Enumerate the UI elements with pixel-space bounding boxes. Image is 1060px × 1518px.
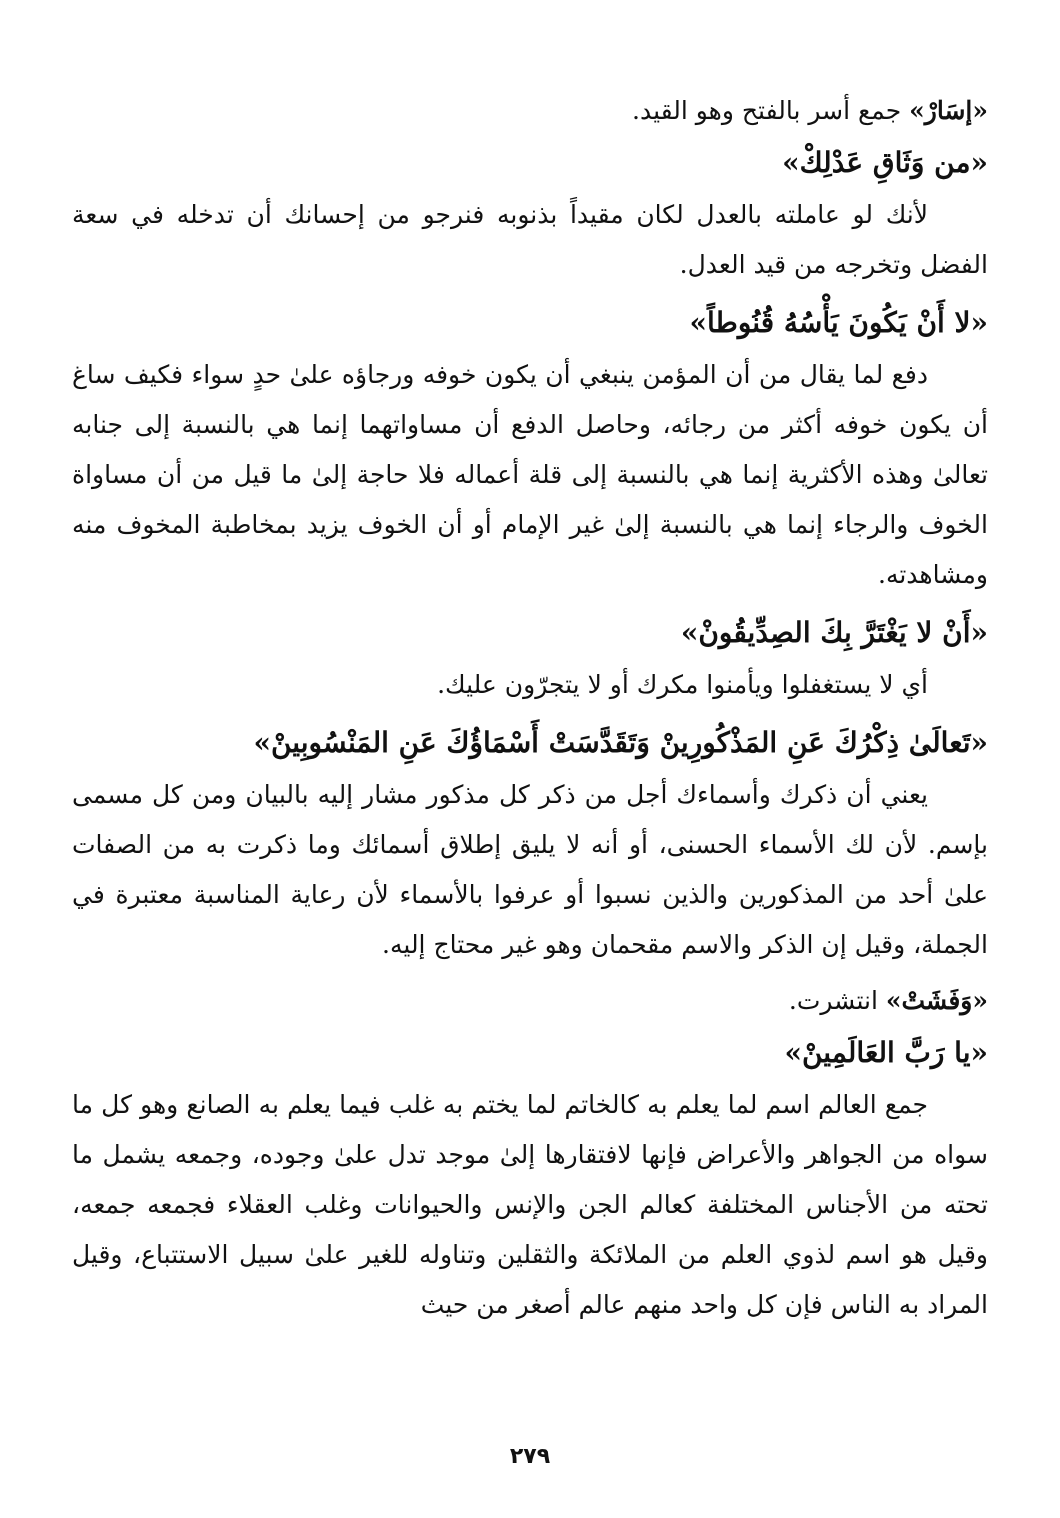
page-body [72, 86, 988, 1336]
quoted-heading: «من وَثَاقِ عَدْلِكْ» [782, 146, 988, 179]
page-number: ٢٧٩ [509, 1444, 551, 1469]
gloss-term: «وَفَشَتْ» [885, 986, 988, 1015]
gloss-line-isar [72, 86, 988, 136]
commentary-paragraph: أي لا يستغفلوا ويأمنوا مكرك أو لا يتجرّون عليك. [437, 670, 928, 699]
commentary-paragraph: لأنك لو عاملته بالعدل لكان مقيداً بذنوبه فنرجو من إحسانك أن تدخله في سعة الفضل وتخرجه من قيد العدل. [72, 200, 988, 279]
quoted-heading: «تَعالَىٰ ذِكْرُكَ عَنِ المَذْكُورِينْ وَتَقَدَّسَتْ أَسْمَاؤُكَ عَنِ المَنْسُوبِينْ» [253, 726, 988, 759]
gloss-text: انتشرت. [788, 986, 886, 1015]
quoted-heading: «لا أَنْ يَكُونَ يَأْسُهُ قُنُوطاً» [689, 306, 988, 339]
gloss-text: جمع أسر بالفتح وهو القيد. [632, 96, 910, 125]
gloss-line-fashat [72, 976, 988, 1026]
commentary-paragraph: دفع لما يقال من أن المؤمن ينبغي أن يكون خوفه ورجاؤه علىٰ حدٍ سواء فكيف ساغ أن يكون خوفه أكثر من رجائه، وحاصل الدفع أن مساواتهما إنما هي بالنسبة إلى جنابه تعالىٰ وهذه الأكثرية إنما هي بالنسبة إلى قلة أعماله فلا حاجة إلىٰ ما قيل من أن مساواة الخوف والرجاء إنما هي بالنسبة إلىٰ غير الإمام أو أن الخوف يزيد بمخاطبة المخوف منه ومشاهدته. [72, 360, 989, 589]
commentary-paragraph: جمع العالم اسم لما يعلم به كالخاتم لما يختم به غلب فيما يعلم به الصانع وهو كل ما سواه من الجواهر والأعراض فإنها لافتقارها إلىٰ موجد تدل علىٰ وجوده، وجمعه يشمل ما تحته من الأجناس المختلفة كعالم الجن والإنس والحيوانات وغلب العقلاء فجمعه جمعه، وقيل هو اسم لذوي العلم من الملائكة والثقلين وتناوله للغير علىٰ سبيل الاستتباع، وقيل المراد به الناس فإن كل واحد منهم عالم أصغر من حيث [72, 1090, 988, 1319]
quoted-heading: «يا رَبَّ العَالَمِينْ» [784, 1036, 988, 1069]
gloss-term: «إسَارْ» [909, 96, 988, 125]
quoted-heading: «أَنْ لا يَغْتَرَّ بِكَ الصِدِّيقُونْ» [680, 616, 988, 649]
commentary-paragraph: يعني أن ذكرك وأسماءك أجل من ذكر كل مذكور مشار إليه بالبيان ومن كل مسمى بإسم. لأن لك الأسماء الحسنى، أو أنه لا يليق إطلاق أسمائك وما ذكرت به من الصفات علىٰ أحد من المذكورين والذين نسبوا أو عرفوا بالأسماء لأن رعاية المناسبة معتبرة في الجملة، وقيل إن الذكر والاسم مقحمان وهو غير محتاج إليه. [72, 780, 988, 959]
